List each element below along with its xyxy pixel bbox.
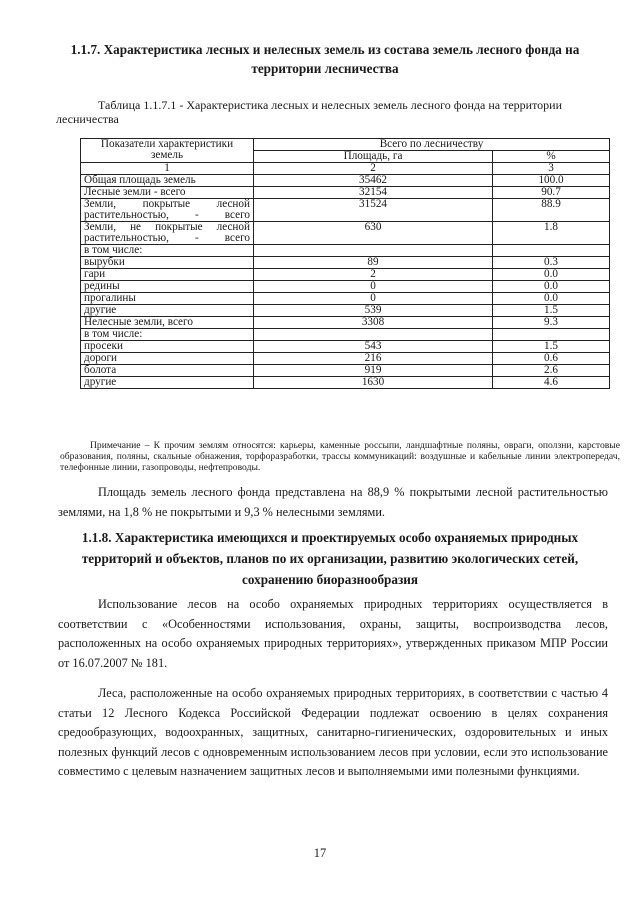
table-row <box>81 245 610 257</box>
table-header-row <box>81 139 610 151</box>
row-area: 0 <box>254 281 493 293</box>
row-label: Земли, покрытые лесной растительностью, - всего <box>81 199 254 222</box>
section-heading-1-1-8: 1.1.8. Характеристика имеющихся и проектируемых особо охраняемых природных территорий и объектов, планов по их организации, развитию экологических сетей, сохранению биоразнообразия <box>81 530 579 587</box>
table-row <box>81 187 610 199</box>
row-label: Нелесные земли, всего <box>81 317 254 329</box>
column-number-row <box>81 163 610 175</box>
row-percent: 100.0 <box>493 175 610 187</box>
row-percent: 0.0 <box>493 293 610 305</box>
row-area: 0 <box>254 293 493 305</box>
row-label: Лесные земли - всего <box>81 187 254 199</box>
table-row <box>81 257 610 269</box>
table-row <box>81 281 610 293</box>
page-number: 17 <box>313 846 327 860</box>
row-percent: 1.8 <box>493 222 610 245</box>
row-percent: 4.6 <box>493 377 610 389</box>
paragraph-text: Площадь земель лесного фонда представлена на 88,9 % покрытыми лесной растительностью землями, на 1,8 % не покрытыми и 9,3 % нелесными землями. <box>58 485 608 519</box>
table-row <box>81 199 610 222</box>
row-percent <box>493 245 610 257</box>
table-note <box>60 440 620 473</box>
row-percent <box>493 329 610 341</box>
table-row <box>81 175 610 187</box>
row-label: в том числе: <box>81 245 254 257</box>
table-row <box>81 329 610 341</box>
row-label: прогалины <box>81 293 254 305</box>
column-number: 1 <box>81 163 254 175</box>
row-area: 543 <box>254 341 493 353</box>
row-percent: 9.3 <box>493 317 610 329</box>
row-percent: 0.6 <box>493 353 610 365</box>
table-row <box>81 317 610 329</box>
table-caption-line-1: Таблица 1.1.7.1 - Характеристика лесных и нелесных земель лесного фонда на территории <box>98 98 563 112</box>
table-row <box>81 293 610 305</box>
row-label: Земли, не покрытые лесной растительностью, - всего <box>81 222 254 245</box>
column-number: 3 <box>493 163 610 175</box>
row-label: дороги <box>81 353 254 365</box>
row-area <box>254 245 493 257</box>
paragraph-forest-area <box>58 483 608 522</box>
row-area: 630 <box>254 222 493 245</box>
row-percent: 0.0 <box>493 269 610 281</box>
land-characteristics-table <box>80 138 610 389</box>
row-label: вырубки <box>81 257 254 269</box>
paragraph-forest-code <box>58 684 608 782</box>
table-row <box>81 341 610 353</box>
row-area: 539 <box>254 305 493 317</box>
row-label: другие <box>81 305 254 317</box>
paragraph-text: Использование лесов на особо охраняемых природных территориях осуществляется в соответствии с «Особенностями использования, охраны, защиты, воспроизводства лесов, расположенных на особо охраняемых природных территориях», утвержденных приказом МПР России от 16.07.2007 № 181. <box>58 597 608 670</box>
row-area: 919 <box>254 365 493 377</box>
row-area: 216 <box>254 353 493 365</box>
table-row <box>81 365 610 377</box>
row-label: другие <box>81 377 254 389</box>
table-row <box>81 305 610 317</box>
row-percent: 1.5 <box>493 341 610 353</box>
column-number: 2 <box>254 163 493 175</box>
table-row <box>81 269 610 281</box>
row-percent: 0.3 <box>493 257 610 269</box>
row-area: 2 <box>254 269 493 281</box>
header-percent: % <box>493 151 610 163</box>
paragraph-protected-areas <box>58 595 608 673</box>
row-area: 32154 <box>254 187 493 199</box>
row-percent: 90.7 <box>493 187 610 199</box>
table-row <box>81 377 610 389</box>
header-indicator: Показатели характеристики земель <box>81 139 254 163</box>
row-percent: 88.9 <box>493 199 610 222</box>
row-label: просеки <box>81 341 254 353</box>
row-label: редины <box>81 281 254 293</box>
row-area: 35462 <box>254 175 493 187</box>
header-area: Площадь, га <box>254 151 493 163</box>
row-label: гари <box>81 269 254 281</box>
table-note-text: Примечание – К прочим землям относятся: карьеры, каменные россыпи, ландшафтные поляны, овраги, оползни, карстовые образования, поляны, скальные обнажения, торфоразработки, трассы коммуникаций: воздушные и кабельные линии электропередач, телефонные линии, газопроводы, нефтепроводы. <box>60 440 620 473</box>
row-percent: 0.0 <box>493 281 610 293</box>
row-area: 89 <box>254 257 493 269</box>
table-caption-line-2: лесничества <box>56 112 119 126</box>
row-area: 3308 <box>254 317 493 329</box>
row-area <box>254 329 493 341</box>
row-label: болота <box>81 365 254 377</box>
section-heading-1-1-7: 1.1.7. Характеристика лесных и нелесных земель из состава земель лесного фонда на территории лесничества <box>70 42 580 76</box>
table-row <box>81 222 610 245</box>
row-percent: 1.5 <box>493 305 610 317</box>
table-caption <box>56 98 616 126</box>
paragraph-text: Леса, расположенные на особо охраняемых природных территориях, в соответствии с частью 4 статьи 12 Лесного Кодекса Российской Федерации подлежат освоению в целях сохранения средообразующих, водоохранных, защитных, санитарно-гигиенических, оздоровительных и иных полезных функций лесов с одновременным использованием лесов при условии, если это использование совместимо с целевым назначением защитных лесов и выполняемыми ими полезными функциями. <box>58 686 608 778</box>
row-label: в том числе: <box>81 329 254 341</box>
row-label: Общая площадь земель <box>81 175 254 187</box>
table-row <box>81 353 610 365</box>
row-area: 1630 <box>254 377 493 389</box>
row-area: 31524 <box>254 199 493 222</box>
row-percent: 2.6 <box>493 365 610 377</box>
header-total: Всего по лесничеству <box>254 139 610 151</box>
